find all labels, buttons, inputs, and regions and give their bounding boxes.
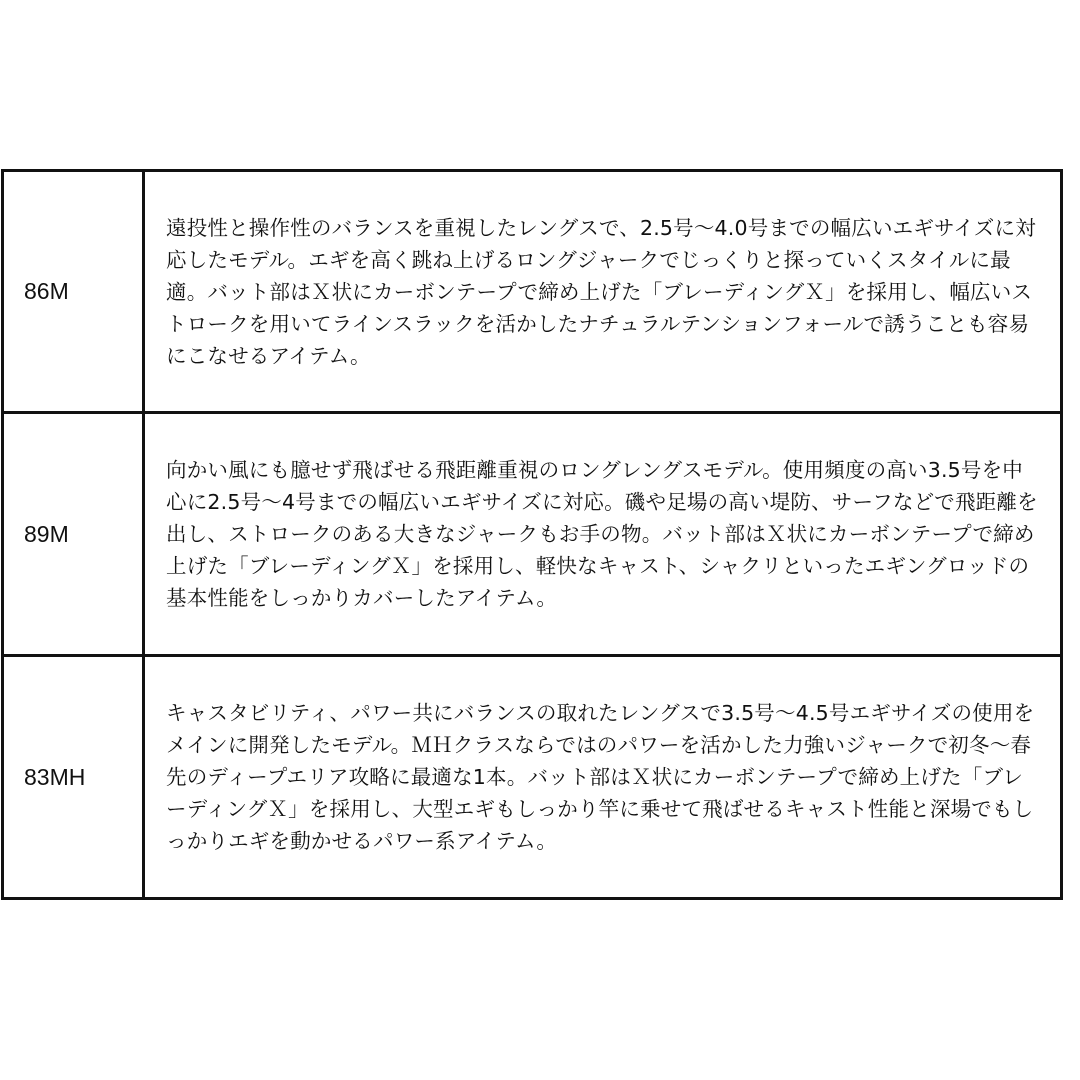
rod-spec-table xyxy=(1,169,1063,900)
model-name-cell: 83MH xyxy=(3,656,144,899)
model-description-cell: 遠投性と操作性のバランスを重視したレングスで、2.5号〜4.0号までの幅広いエギサイズに対応したモデル。エギを高く跳ね上げるロングジャークでじっくりと探っていくスタイルに最適。バット部はＸ状にカーボンテープで締め上げた「ブレーディングＸ」を採用し、幅広いストロークを用いてラインスラックを活かしたナチュラルテンションフォールで誘うことも容易にこなせるアイテム。 xyxy=(144,171,1062,413)
table-row xyxy=(3,656,1062,899)
table-row xyxy=(3,171,1062,413)
table-row xyxy=(3,413,1062,656)
model-description-cell: キャスタビリティ、パワー共にバランスの取れたレングスで3.5号〜4.5号エギサイズの使用をメインに開発したモデル。ＭＨクラスならではのパワーを活かした力強いジャークで初冬〜春先のディープエリア攻略に最適な1本。バット部はＸ状にカーボンテープで締め上げた「ブレーディングＸ」を採用し、大型エギもしっかり竿に乗せて飛ばせるキャスト性能と深場でもしっかりエギを動かせるパワー系アイテム。 xyxy=(144,656,1062,899)
model-name-cell: 89M xyxy=(3,413,144,656)
model-name-cell: 86M xyxy=(3,171,144,413)
model-description-cell: 向かい風にも臆せず飛ばせる飛距離重視のロングレングスモデル。使用頻度の高い3.5号を中心に2.5号〜4号までの幅広いエギサイズに対応。磯や足場の高い堤防、サーフなどで飛距離を出し、ストロークのある大きなジャークもお手の物。バット部はＸ状にカーボンテープで締め上げた「ブレーディングＸ」を採用し、軽快なキャスト、シャクリといったエギングロッドの基本性能をしっかりカバーしたアイテム。 xyxy=(144,413,1062,656)
